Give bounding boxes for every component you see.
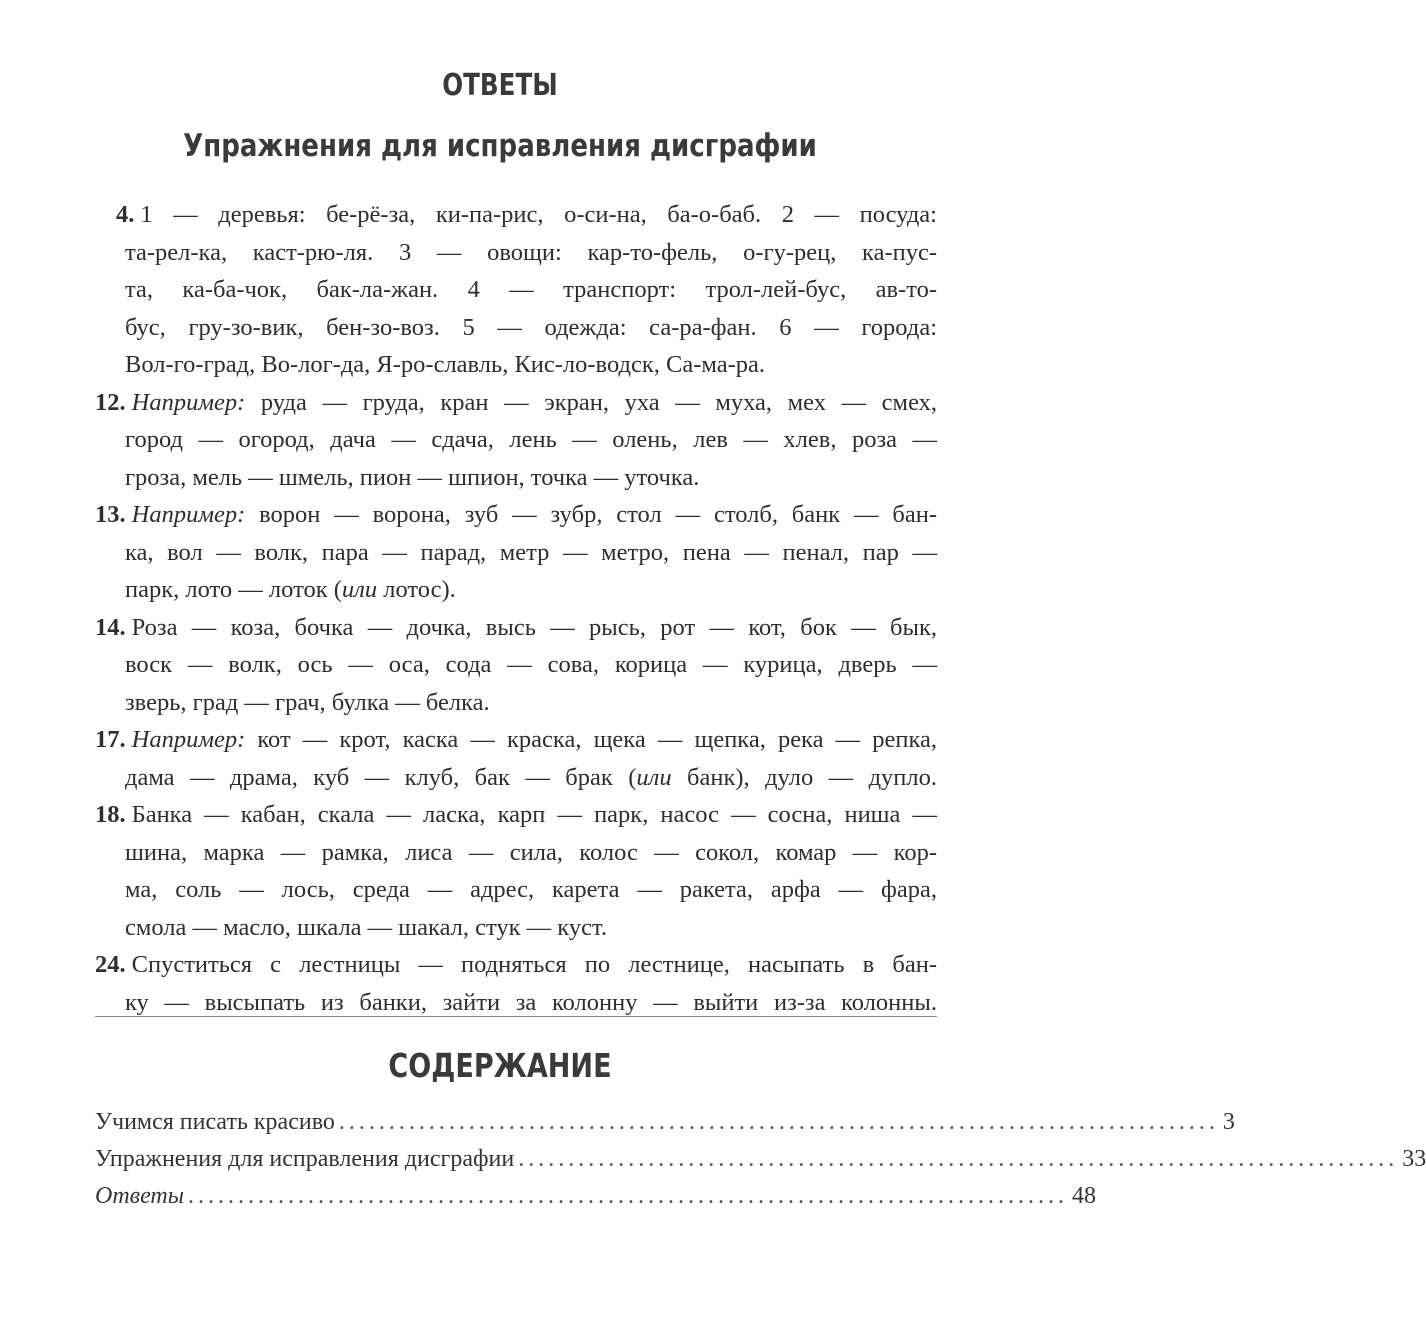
answer-number: 14.: [95, 613, 126, 641]
answer-line: гроза, мель — шмель, пион — шпион, точка — уточка.: [125, 463, 700, 491]
answer-number: 18.: [95, 801, 126, 828]
answer-item-4: [95, 196, 937, 384]
answer-item-14: [95, 609, 937, 722]
answer-item-12: [95, 384, 937, 497]
answer-item-17: [95, 721, 937, 796]
answer-line: ку — высыпать из банки, зайти за колонну — выйти из-за колонны.: [125, 988, 937, 1016]
answer-number: 12.: [95, 388, 126, 416]
answer-line: парк, лото — лоток (: [125, 576, 342, 603]
answer-number: 24.: [95, 951, 126, 978]
answer-line-tail: банк), дуло — дупло.: [671, 763, 937, 791]
answer-line: кот — крот, каска — краска, щека — щепка, река — репка,: [245, 726, 937, 753]
answer-number: 4.: [116, 201, 135, 228]
section-divider: [95, 1016, 937, 1017]
or-label: или: [636, 763, 672, 791]
answer-line: та, ка-ба-чок, бак-ла-жан. 4 — транспорт: трол-лей-бус, ав-то-: [125, 276, 937, 303]
toc-entry-page: 48: [1072, 1183, 1097, 1209]
answers-list: [95, 196, 937, 1021]
answer-line: шина, марка — рамка, лиса — сила, колос — сокол, комар — кор-: [125, 838, 937, 866]
toc-entry[interactable]: [95, 1178, 1097, 1215]
or-label: или: [341, 576, 378, 603]
answer-line-tail: лотос).: [377, 576, 456, 603]
table-of-contents: [95, 1104, 1426, 1215]
answer-line: зверь, град — грач, булка — белка.: [125, 688, 490, 716]
toc-entry[interactable]: [95, 1104, 1235, 1141]
answer-line: Роза — коза, бочка — дочка, высь — рысь, рот — кот, бок — бык,: [131, 613, 937, 641]
answer-line: руда — груда, кран — экран, уха — муха, мех — смех,: [245, 388, 937, 416]
answer-line: дама — драма, куб — клуб, бак — брак (: [125, 763, 637, 791]
toc-entry-page: 3: [1222, 1109, 1235, 1135]
answer-line: Спуститься с лестницы — подняться по лестнице, насыпать в бан-: [131, 951, 937, 978]
answer-line: ма, соль — лось, среда — адрес, карета — ракета, арфа — фара,: [125, 876, 937, 903]
toc-entry-title: Учимся писать красиво: [95, 1109, 335, 1135]
answer-line: ка, вол — волк, пара — парад, метр — метро, пена — пенал, пар —: [125, 538, 937, 566]
section-subtitle: Упражнения для исправления дисграфии: [183, 128, 817, 164]
answer-item-24: [95, 946, 937, 1021]
answer-line: Банка — кабан, скала — ласка, карп — парк, насос — сосна, ниша —: [131, 801, 937, 828]
answer-item-18: [95, 796, 937, 946]
example-label: Например:: [131, 501, 246, 528]
contents-title: СОДЕРЖАНИЕ: [388, 1046, 612, 1085]
toc-entry[interactable]: [95, 1141, 1426, 1178]
toc-entry-title: Упражнения для исправления дисграфии: [95, 1146, 515, 1172]
page-title: ОТВЕТЫ: [442, 68, 558, 103]
answer-line: бус, гру-зо-вик, бен-зо-воз. 5 — одежда: са-ра-фан. 6 — города:: [125, 313, 937, 341]
answer-line: Вол-го-град, Во-лог-да, Я-ро-славль, Кис-ло-водск, Са-ма-ра.: [125, 351, 765, 378]
answer-line: 1 — деревья: бе-рё-за, ки-па-рис, о-си-на, ба-о-баб. 2 — посуда:: [140, 201, 937, 228]
toc-entry-title: Ответы: [95, 1183, 185, 1209]
answer-line: та-рел-ка, каст-рю-ля. 3 — овощи: кар-то-фель, о-гу-рец, ка-пус-: [125, 238, 937, 266]
toc-leader-dots: ........................................................................................: [338, 1109, 1219, 1135]
example-label: Например:: [131, 388, 246, 416]
answer-line: смола — масло, шкала — шакал, стук — куст.: [125, 913, 607, 941]
answer-item-13: [95, 496, 937, 609]
toc-leader-dots: ........................................................................................: [518, 1146, 1399, 1172]
answer-number: 17.: [95, 726, 126, 753]
toc-leader-dots: ........................................................................................: [188, 1183, 1069, 1209]
answer-line: город — огород, дача — сдача, лень — олень, лев — хлев, роза —: [125, 426, 937, 453]
answer-line: воск — волк, ось — оса, сода — сова, корица — курица, дверь —: [125, 651, 937, 678]
example-label: Например:: [131, 726, 246, 753]
answer-line: ворон — ворона, зуб — зубр, стол — столб, банк — бан-: [245, 501, 937, 528]
toc-entry-page: 33: [1402, 1146, 1426, 1172]
answer-number: 13.: [95, 501, 126, 528]
